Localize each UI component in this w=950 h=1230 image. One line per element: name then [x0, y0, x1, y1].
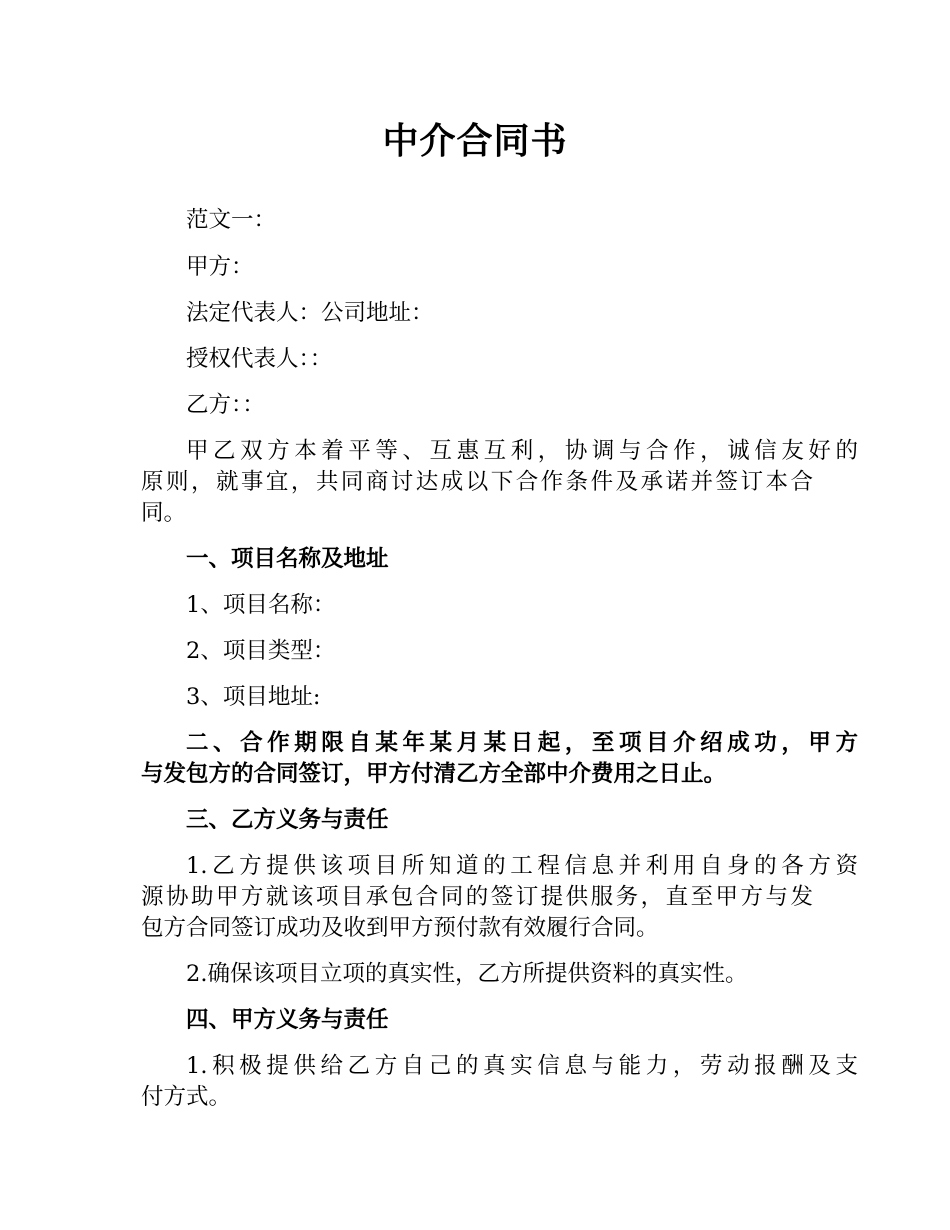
section-3-item-1-line-3: 包方合同签订成功及收到甲方预付款有效履行合同。: [141, 915, 659, 941]
section-4-heading: 四、甲方义务与责任: [186, 1007, 389, 1033]
section-3-heading: 三、乙方义务与责任: [186, 807, 389, 833]
section-2-line-1: 二、合作期限自某年某月某日起，至项目介绍成功，甲方: [186, 730, 858, 756]
section-3-item-2: 2.确保该项目立项的真实性，乙方所提供资料的真实性。: [186, 961, 748, 987]
preamble-line-3: 同。: [141, 500, 187, 526]
section-2-line-2: 与发包方的合同签订，甲方付清乙方全部中介费用之日止。: [141, 761, 727, 787]
project-name-field: 1、项目名称：: [186, 592, 336, 618]
section-4-item-1-line-1: 1.积极提供给乙方自己的真实信息与能力，劳动报酬及支: [186, 1053, 858, 1079]
section-1-heading: 一、项目名称及地址: [186, 546, 389, 572]
preamble-line-1: 甲乙双方本着平等、互惠互利，协调与合作，诚信友好的: [186, 438, 858, 464]
legal-rep-address-field: 法定代表人：公司地址：: [186, 300, 434, 326]
preamble-line-2: 原则，就事宜，共同商讨达成以下合作条件及承诺并签订本合: [141, 469, 813, 495]
section-3-item-1-line-1: 1.乙方提供该项目所知道的工程信息并利用自身的各方资: [186, 853, 858, 879]
party-a-field: 甲方：: [186, 254, 254, 280]
document-title: 中介合同书: [382, 121, 568, 162]
party-b-field: 乙方：：: [186, 392, 265, 418]
project-type-field: 2、项目类型：: [186, 638, 336, 664]
authorized-rep-field: 授权代表人：：: [186, 346, 333, 372]
sample-label: 范文一：: [186, 207, 277, 233]
section-4-item-1-line-2: 付方式。: [141, 1084, 232, 1110]
project-address-field: 3、项目地址:: [186, 684, 321, 710]
section-3-item-1-line-2: 源协助甲方就该项目承包合同的签订提供服务，直至甲方与发: [141, 884, 813, 910]
